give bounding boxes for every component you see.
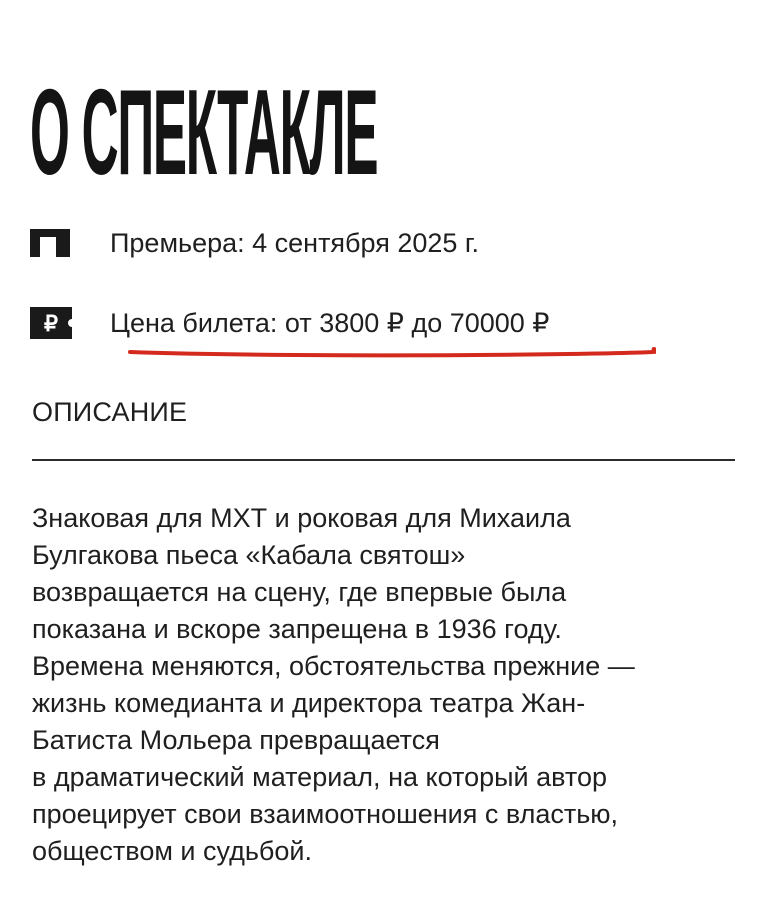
description-line: в драматический материал, на который автор [32, 762, 607, 792]
description-line: Времена меняются, обстоятельства прежние — [32, 651, 635, 681]
description-line: Булгакова пьеса «Кабала святош» [32, 540, 466, 570]
description-line: жизнь комедианта и директора театра Жан- [32, 688, 586, 718]
description-line: Батиста Мольера превращается [32, 725, 440, 755]
ticket-price-row [30, 303, 550, 343]
red-underline-annotation [128, 346, 656, 360]
description-line: проецирует свои взаимоотношения с властью, [32, 799, 619, 829]
section-divider [32, 459, 735, 461]
description-line: показана и вскоре запрещена в 1936 году. [32, 614, 562, 644]
ticket-ruble-glyph: ₽ [44, 311, 58, 336]
description-line: Знаковая для МХТ и роковая для Михаила [32, 503, 571, 533]
description-text [32, 500, 742, 870]
description-line: обществом и судьбой. [32, 836, 312, 866]
description-heading: ОПИСАНИЕ [32, 397, 188, 427]
ticket-ruble-icon [30, 303, 74, 343]
premiere-row [30, 223, 479, 263]
theater-curtain-icon [30, 223, 74, 263]
description-line: возвращается на сцену, где впервые была [32, 577, 567, 607]
page-title: О СПЕКТАКЛЕ [30, 64, 378, 200]
ticket-price: Цена билета: от 3800 ₽ до 70000 ₽ [110, 308, 550, 338]
premiere-date: Премьера: 4 сентября 2025 г. [110, 228, 479, 258]
